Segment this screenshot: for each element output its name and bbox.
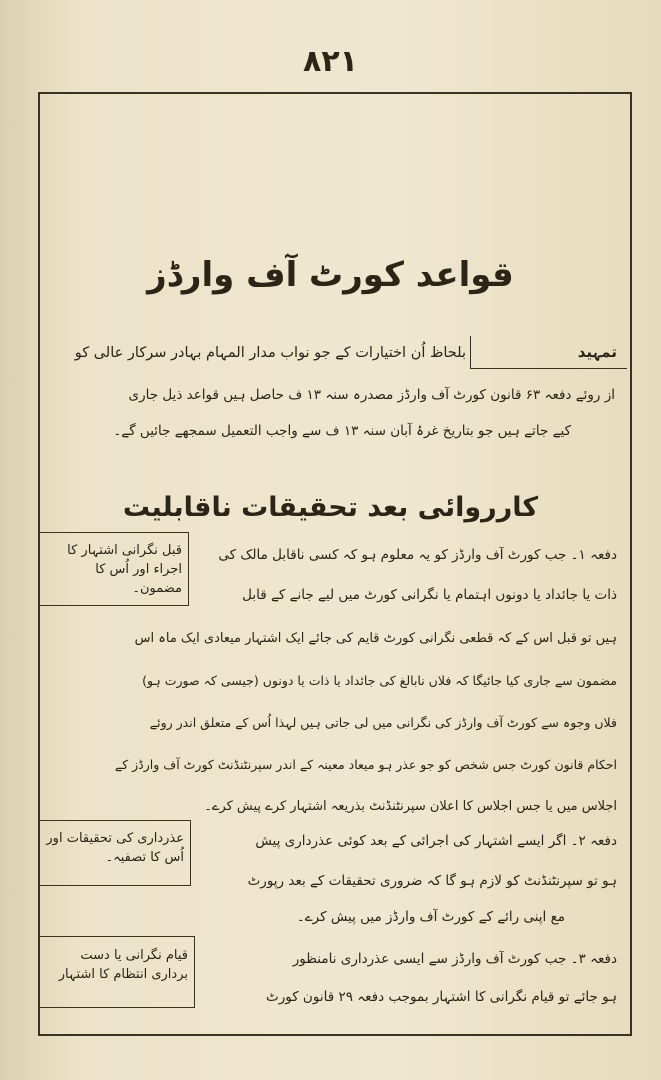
clause2-margin-note: عذرداری کی تحقیقات اور اُس کا تصفیہ۔ (46, 831, 184, 865)
preamble-line-1: بلحاظ اُن اختیارات کے جو نواب مدار المہام بہادر سرکار عالی کو (74, 345, 466, 361)
clause1-line-2: ذات یا جائداد یا دونوں اہتمام یا نگرانی کورٹ میں لیے جانے کے قابل (242, 587, 617, 603)
clause3-line-1: دفعہ ۳۔ جب کورٹ آف وارڈز سے ایسی عذرداری نامنظور (292, 951, 617, 967)
clause1-margin-note: قبل نگرانی اشتہار کا اجراء اور اُس کا مضمون۔ (67, 543, 182, 596)
clause2-line-2: ہو تو سپرنٹنڈنٹ کو لازم ہو گا کہ ضروری تحقیقات کے بعد رپورٹ (247, 873, 617, 889)
clause1-line-6: احکام قانون کورٹ جس شخص کو جو عذر ہو میعاد معینہ کے اندر سپرنٹنڈنٹ کورٹ آف وارڈز کے (114, 757, 617, 772)
clause1-line-5: فلاں وجوہ سے کورٹ آف وارڈز کی نگرانی میں لی جاتی ہیں لہذا اُس کے متعلق اندر روئے (149, 715, 617, 730)
clause2-line-1: دفعہ ۲۔ اگر ایسے اشتہار کی اجرائی کے بعد کوئی عذرداری پیش (255, 833, 617, 849)
document-title: قواعد کورٹ آف وارڈز (147, 255, 514, 295)
clause3-margin-note: قیام نگرانی یا دست برداری انتظام کا اشتہار (58, 948, 188, 982)
clause1-line-7: اجلاس میں یا جس اجلاس کا اعلان سپرنٹنڈنٹ بذریعہ اشتہار کرے پیش کرے۔ (204, 799, 617, 814)
clause3-line-2: ہو جائے تو قیام نگرانی کا اشتہار بموجب دفعہ ۲۹ قانون کورٹ (266, 989, 617, 1005)
section-heading: کارروائی بعد تحقیقات ناقابلیت (122, 492, 539, 523)
clause2-line-3: مع اپنی رائے کے کورٹ آف وارڈز میں پیش کرے۔ (296, 909, 565, 925)
preamble-line-3: کیے جاتے ہیں جو بتاریخ غرۂ آبان سنہ ۱۳ ف سے واجب التعمیل سمجھے جائیں گے۔ (113, 423, 571, 439)
clause1-line-4: مضمون سے جاری کیا جائیگا کہ فلاں نابالغ کی جائداد یا ذات یا دونوں (جیسی کہ صورت ہو) (142, 673, 617, 688)
preamble-line-2: از روئے دفعہ ۶۳ قانون کورٹ آف وارڈز مصدرہ سنہ ۱۳ ف حاصل ہیں قواعد ذیل جاری (128, 387, 615, 403)
clause1-line-3: ہیں تو قبل اس کے کہ قطعی نگرانی کورٹ قایم کی جائے ایک اشتہار میعادی ایک ماہ اس (134, 631, 617, 646)
page-number: ۸۲۱ (303, 44, 358, 79)
clause1-line-1: دفعہ ۱۔ جب کورٹ آف وارڈز کو یہ معلوم ہو کہ کسی ناقابل مالک کی (218, 547, 617, 563)
preamble-margin-label: تمہید (577, 343, 617, 361)
